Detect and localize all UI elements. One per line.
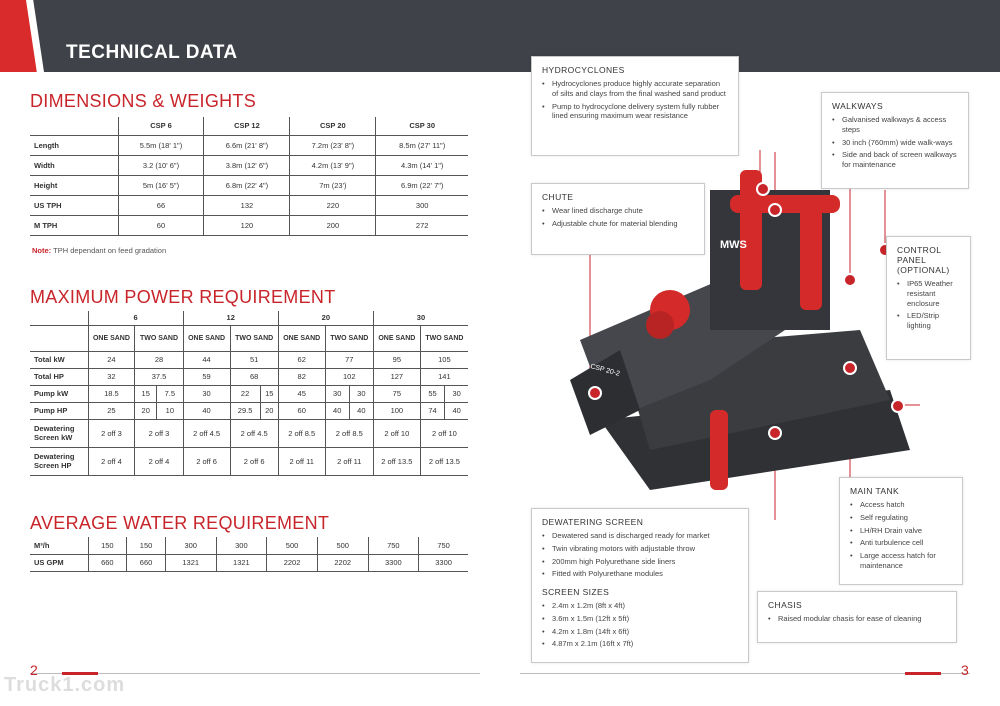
table-cell: 82 xyxy=(278,368,325,385)
table-row xyxy=(30,351,468,368)
table-cell: 2 off 6 xyxy=(230,447,278,475)
page-title: TECHNICAL DATA xyxy=(66,42,238,63)
list-item: • Hydrocyclones produce highly accurate separation of silts and clays from the final washed sand product xyxy=(542,79,728,99)
power-subheader: ONE SAND xyxy=(278,325,325,351)
table-cell: 30 xyxy=(349,385,373,402)
water-table xyxy=(30,537,468,572)
table-cell: 132 xyxy=(204,195,290,215)
table-cell: 32 xyxy=(88,368,135,385)
table-cell: 1321 xyxy=(216,554,267,571)
table-cell: 2 off 8.5 xyxy=(278,419,325,447)
table-row xyxy=(30,215,468,235)
row-label: Dewatering Screen kW xyxy=(30,419,88,447)
table-cell: 1321 xyxy=(165,554,216,571)
red-pipe xyxy=(730,195,840,213)
table-cell: 2 off 10 xyxy=(420,419,468,447)
table-cell: 20 xyxy=(135,402,157,419)
table-cell: 51 xyxy=(230,351,278,368)
list-item: • LED/Strip lighting xyxy=(897,311,960,331)
list-item: • 4.2m x 1.8m (14ft x 6ft) xyxy=(542,627,738,637)
callout-walkways xyxy=(821,92,969,189)
list-item: • 2.4m x 1.2m (8ft x 4ft) xyxy=(542,601,738,611)
table-cell: 40 xyxy=(349,402,373,419)
power-subheader: TWO SAND xyxy=(135,325,183,351)
row-label: Pump kW xyxy=(30,385,88,402)
red-pipe xyxy=(710,410,728,490)
table-cell: 300 xyxy=(216,537,267,554)
dims-header-blank xyxy=(30,117,118,135)
table-cell: 4.3m (14' 1") xyxy=(376,155,468,175)
footer-red-dash xyxy=(905,672,941,675)
row-label: Dewatering Screen HP xyxy=(30,447,88,475)
table-cell: 2 off 4 xyxy=(88,447,135,475)
callout-title: MAIN TANK xyxy=(850,486,900,496)
table-cell: 120 xyxy=(204,215,290,235)
table-cell: 7.5 xyxy=(157,385,184,402)
table-cell: 5m (16' 5") xyxy=(118,175,204,195)
table-cell: 15 xyxy=(260,385,278,402)
table-cell: 60 xyxy=(278,402,325,419)
list-item: • Self regulating xyxy=(850,513,952,523)
table-cell: 30 xyxy=(445,385,468,402)
row-label: US TPH xyxy=(30,195,118,215)
table-row xyxy=(30,135,468,155)
table-cell: 44 xyxy=(183,351,230,368)
table-cell: 2 off 6 xyxy=(183,447,230,475)
table-cell: 25 xyxy=(88,402,135,419)
table-cell: 150 xyxy=(127,537,166,554)
table-cell: 2202 xyxy=(317,554,368,571)
table-cell: 750 xyxy=(368,537,419,554)
table-row xyxy=(30,537,468,554)
table-cell: 10 xyxy=(157,402,184,419)
water-title: AVERAGE WATER REQUIREMENT xyxy=(30,513,330,533)
row-label: M³/h xyxy=(30,537,88,554)
watermark: Truck1.com xyxy=(4,674,126,696)
table-cell: 66 xyxy=(118,195,204,215)
dims-header: CSP 20 xyxy=(290,117,376,135)
table-cell: 62 xyxy=(278,351,325,368)
table-cell: 68 xyxy=(230,368,278,385)
table-cell: 59 xyxy=(183,368,230,385)
table-cell: 6.6m (21' 8") xyxy=(204,135,290,155)
row-label: Total HP xyxy=(30,368,88,385)
list-item: • Twin vibrating motors with adjustable throw xyxy=(542,544,738,554)
table-row xyxy=(30,368,468,385)
table-cell: 150 xyxy=(88,537,127,554)
table-cell: 3300 xyxy=(419,554,468,571)
callout-title: CHUTE xyxy=(542,192,574,202)
list-item: • Raised modular chasis for ease of cleaning xyxy=(768,614,946,624)
table-cell: 6.8m (22' 4") xyxy=(204,175,290,195)
table-cell: 77 xyxy=(325,351,373,368)
table-cell: 29.5 xyxy=(230,402,260,419)
machine-model: CSP 20-2 xyxy=(589,363,621,378)
list-item: • Adjustable chute for material blending xyxy=(542,219,694,229)
list-item: • Wear lined discharge chute xyxy=(542,206,694,216)
list-item: • Galvanised walkways & access steps xyxy=(832,115,958,135)
table-cell: 5.5m (18' 1") xyxy=(118,135,204,155)
row-label: US GPM xyxy=(30,554,88,571)
table-cell: 2 off 10 xyxy=(373,419,420,447)
table-row xyxy=(30,402,468,419)
list-item: • Large access hatch for maintenance xyxy=(850,551,952,571)
footer-line-right xyxy=(520,673,970,674)
table-cell: 28 xyxy=(135,351,183,368)
table-cell: 3.8m (12' 6") xyxy=(204,155,290,175)
table-cell: 200 xyxy=(290,215,376,235)
dimensions-title: DIMENSIONS & WEIGHTS xyxy=(30,91,257,111)
table-cell: 2 off 13.5 xyxy=(420,447,468,475)
callout-title: CHASIS xyxy=(768,600,803,610)
row-label: Height xyxy=(30,175,118,195)
power-title: MAXIMUM POWER REQUIREMENT xyxy=(30,287,336,307)
power-subheader-blank xyxy=(30,325,88,351)
power-subheader: ONE SAND xyxy=(88,325,135,351)
callout-title: HYDROCYCLONES xyxy=(542,65,625,75)
machine-brand: MWS xyxy=(720,239,747,251)
dims-header: CSP 12 xyxy=(204,117,290,135)
table-cell: 2 off 4.5 xyxy=(183,419,230,447)
callout-chute xyxy=(531,183,705,255)
table-cell: 141 xyxy=(420,368,468,385)
table-cell: 2 off 11 xyxy=(325,447,373,475)
dimensions-table xyxy=(30,117,468,236)
table-row xyxy=(30,155,468,175)
table-cell: 74 xyxy=(420,402,444,419)
power-subheader: TWO SAND xyxy=(230,325,278,351)
list-item: • Anti turbulence cell xyxy=(850,538,952,548)
table-cell: 2 off 13.5 xyxy=(373,447,420,475)
list-item: • Dewatered sand is discharged ready for market xyxy=(542,531,738,541)
power-group-header: 30 xyxy=(373,311,468,325)
page-number-left: 2 xyxy=(30,662,38,678)
table-cell: 102 xyxy=(325,368,373,385)
table-cell: 30 xyxy=(183,385,230,402)
table-cell: 15 xyxy=(135,385,157,402)
vibrating-motor xyxy=(646,311,674,339)
table-row xyxy=(30,385,468,402)
list-item: • Access hatch xyxy=(850,500,952,510)
table-cell: 2 off 11 xyxy=(278,447,325,475)
dimensions-note xyxy=(32,246,166,255)
table-cell: 3300 xyxy=(368,554,419,571)
table-cell: 55 xyxy=(420,385,444,402)
table-cell: 105 xyxy=(420,351,468,368)
table-cell: 500 xyxy=(267,537,318,554)
power-group-header: 6 xyxy=(88,311,183,325)
power-group-header: 12 xyxy=(183,311,278,325)
callout-control-panel xyxy=(886,236,971,360)
dims-header: CSP 6 xyxy=(118,117,204,135)
power-subheader: TWO SAND xyxy=(325,325,373,351)
table-cell: 2 off 3 xyxy=(88,419,135,447)
table-cell: 2 off 4.5 xyxy=(230,419,278,447)
power-group-header: 20 xyxy=(278,311,373,325)
row-label: Width xyxy=(30,155,118,175)
note-label: Note: xyxy=(32,246,52,255)
power-header-blank xyxy=(30,311,88,325)
power-table xyxy=(30,311,468,476)
table-cell: 40 xyxy=(325,402,349,419)
table-row xyxy=(30,419,468,447)
row-label: Length xyxy=(30,135,118,155)
table-row xyxy=(30,175,468,195)
table-cell: 750 xyxy=(419,537,468,554)
table-row xyxy=(30,447,468,475)
list-item: • LH/RH Drain valve xyxy=(850,526,952,536)
red-pipe xyxy=(800,200,822,310)
table-cell: 60 xyxy=(118,215,204,235)
list-item: • Pump to hydrocyclone delivery system fully rubber lined ensuring maximum wear resistance xyxy=(542,102,728,122)
power-subheader: ONE SAND xyxy=(373,325,420,351)
dims-header: CSP 30 xyxy=(376,117,468,135)
callout-subtitle: SCREEN SIZES xyxy=(542,587,610,597)
list-item: • Side and back of screen walkways for maintenance xyxy=(832,150,958,170)
page-number-right: 3 xyxy=(961,662,969,678)
table-cell: 272 xyxy=(376,215,468,235)
table-cell: 2202 xyxy=(267,554,318,571)
table-cell: 22 xyxy=(230,385,260,402)
row-label: Total kW xyxy=(30,351,88,368)
callout-chasis xyxy=(757,591,957,643)
table-cell: 20 xyxy=(260,402,278,419)
table-cell: 4.2m (13' 9") xyxy=(290,155,376,175)
table-cell: 75 xyxy=(373,385,420,402)
table-cell: 7m (23') xyxy=(290,175,376,195)
table-cell: 40 xyxy=(445,402,468,419)
table-cell: 30 xyxy=(325,385,349,402)
row-label: Pump HP xyxy=(30,402,88,419)
callout-title: CONTROL PANEL (OPTIONAL) xyxy=(897,245,950,275)
table-cell: 8.5m (27' 11") xyxy=(376,135,468,155)
table-cell: 127 xyxy=(373,368,420,385)
table-cell: 300 xyxy=(376,195,468,215)
table-cell: 3.2 (10' 6") xyxy=(118,155,204,175)
table-cell: 2 off 4 xyxy=(135,447,183,475)
table-cell: 220 xyxy=(290,195,376,215)
list-item: • 30 inch (760mm) wide walk-ways xyxy=(832,138,958,148)
table-cell: 100 xyxy=(373,402,420,419)
table-cell: 7.2m (23' 8") xyxy=(290,135,376,155)
table-cell: 45 xyxy=(278,385,325,402)
list-item: • 200mm high Polyurethane side liners xyxy=(542,557,738,567)
note-text: TPH dependant on feed gradation xyxy=(53,246,167,255)
table-cell: 95 xyxy=(373,351,420,368)
list-item: • IP65 Weather resistant enclosure xyxy=(897,279,960,308)
table-cell: 6.9m (22' 7") xyxy=(376,175,468,195)
table-cell: 660 xyxy=(127,554,166,571)
table-cell: 24 xyxy=(88,351,135,368)
power-subheader: ONE SAND xyxy=(183,325,230,351)
table-cell: 500 xyxy=(317,537,368,554)
table-cell: 18.5 xyxy=(88,385,135,402)
table-row xyxy=(30,554,468,571)
list-item: • 4.87m x 2.1m (16ft x 7ft) xyxy=(542,639,738,649)
table-cell: 2 off 3 xyxy=(135,419,183,447)
table-row xyxy=(30,195,468,215)
table-cell: 37.5 xyxy=(135,368,183,385)
table-cell: 660 xyxy=(88,554,127,571)
list-item: • Fitted with Polyurethane modules xyxy=(542,569,738,579)
callout-title: WALKWAYS xyxy=(832,101,884,111)
row-label: M TPH xyxy=(30,215,118,235)
callout-dewatering-screen xyxy=(531,508,749,663)
table-cell: 40 xyxy=(183,402,230,419)
table-cell: 2 off 8.5 xyxy=(325,419,373,447)
callout-hydrocyclones xyxy=(531,56,739,156)
power-subheader: TWO SAND xyxy=(420,325,468,351)
table-cell: 300 xyxy=(165,537,216,554)
list-item: • 3.6m x 1.5m (12ft x 5ft) xyxy=(542,614,738,624)
callout-title: DEWATERING SCREEN xyxy=(542,517,644,527)
callout-main-tank xyxy=(839,477,963,585)
